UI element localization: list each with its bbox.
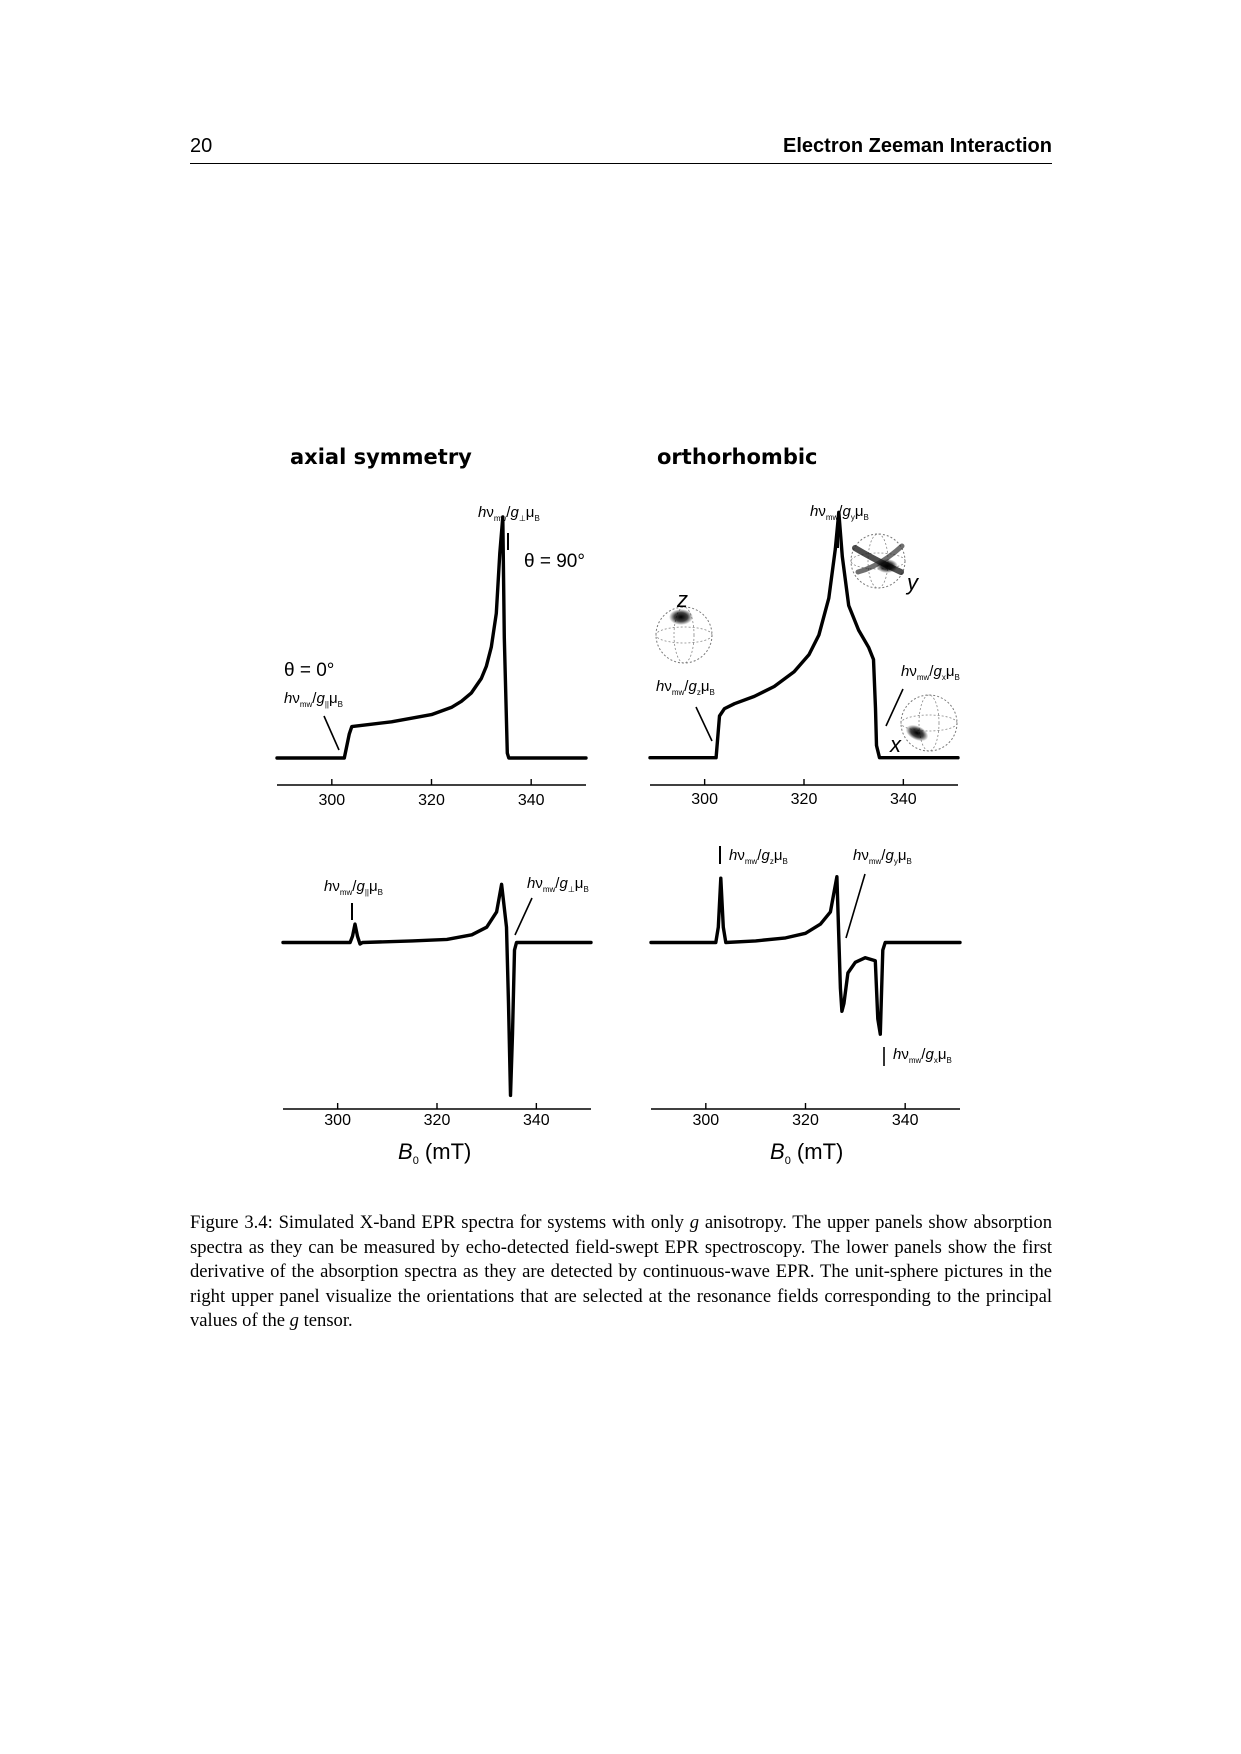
g-y-pointer-lower [846,874,865,938]
ortho-derivative-tick-label-300: 300 [692,1112,720,1129]
axial-absorption-tick-label-300: 300 [318,792,346,809]
caption-label: Figure 3.4: [190,1212,273,1233]
g-parallel-label-lower: $h\nu_{mw}/g_{||}\mu_B$ [324,878,383,897]
unit-sphere-y [851,534,905,588]
g-perp-label-lower: $h\nu_{mw}/g_\perp\mu_B$ [527,875,589,894]
g-z-pointer-upper [696,707,712,741]
g-z-label-lower: $h\nu_{mw}/g_z\mu_B$ [729,847,788,866]
x-axis-label-left: $B_0$ (mT) [398,1139,472,1167]
caption-text-3: tensor. [298,1310,353,1332]
caption-text-2: anisotropy. The upper panels show absorption spectra as they can be measured by echo-detected field-swept EPR spectroscopy. The lower panels show the first derivative of the absorption spectra as they are detected by continuous-wave EPR. The unit-sphere pictures in the right upper panel visualize the orientations that are selected at the resonance fields corresponding to the principal values of the [190,1212,1053,1332]
running-title: Electron Zeeman Interaction [783,135,1052,157]
g-parallel-pointer-upper [324,716,339,750]
unit-sphere-z [656,607,712,663]
g-parallel-label-upper: $h\nu_{mw}/g_{||}\mu_B$ [284,690,343,709]
axial-derivative-tick-label-320: 320 [423,1112,451,1129]
g-z-label-upper: $h\nu_{mw}/g_z\mu_B$ [656,678,715,697]
g-x-pointer-upper [886,689,903,726]
axial-derivative-tick-label-340: 340 [523,1112,550,1129]
right-panel-title: orthorhombic [657,445,818,469]
page-number: 20 [190,135,213,157]
caption-g-2: g [289,1310,299,1332]
ortho-derivative-tick-label-340: 340 [891,1112,919,1129]
theta-90-label: θ = 90° [524,551,585,572]
sphere-z-label: z [677,587,688,612]
chart-axial-derivative [283,884,591,1129]
axial-derivative-tick-label-300: 300 [324,1112,351,1129]
chart-ortho-absorption [650,512,958,808]
sphere-x-label: x [890,732,901,757]
caption-text-1: Simulated X-band EPR spectra for systems with only [272,1212,690,1233]
axial-absorption-tick-label-340: 340 [517,792,545,809]
x-axis-label-right: $B_0$ (mT) [770,1139,844,1167]
ortho-absorption-tick-label-340: 340 [890,791,917,808]
g-perp-label-upper: $h\nu_{mw}/g_\perp\mu_B$ [478,504,540,523]
sphere-y-label: y [907,570,918,595]
ortho-absorption-tick-label-300: 300 [691,791,718,808]
g-x-label-upper: $h\nu_{mw}/g_x\mu_B$ [901,663,960,682]
unit-sphere-x [901,695,957,751]
axial-derivative-series-line [283,884,591,1095]
g-x-label-lower: $h\nu_{mw}/g_x\mu_B$ [893,1046,952,1065]
ortho-absorption-series-line [650,512,958,757]
chart-ortho-derivative [651,877,960,1129]
ortho-derivative-tick-label-320: 320 [792,1112,819,1129]
g-y-label-lower: $h\nu_{mw}/g_y\mu_B$ [853,847,912,866]
ortho-absorption-tick-label-320: 320 [790,791,818,808]
g-perp-pointer-lower [515,898,532,935]
left-panel-title: axial symmetry [290,445,472,469]
figure-caption [190,1211,1052,1334]
theta-0-label: θ = 0° [284,660,335,681]
ortho-derivative-series-line [651,877,960,1034]
g-y-label-upper: $h\nu_{mw}/g_y\mu_B$ [810,503,869,522]
axial-absorption-tick-label-320: 320 [418,792,445,809]
caption-g-1: g [689,1212,700,1233]
